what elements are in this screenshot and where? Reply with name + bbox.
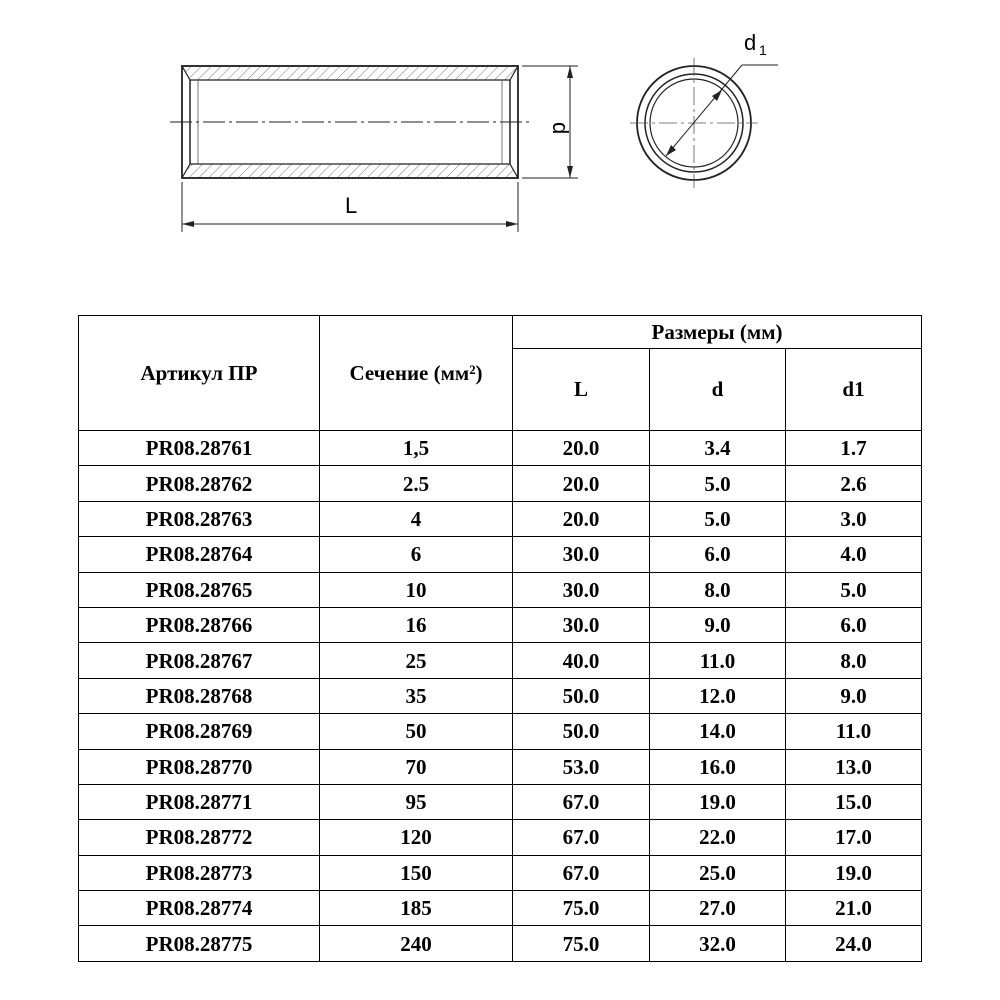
- cell-d1: 21.0: [786, 891, 922, 926]
- table-row: [79, 607, 922, 642]
- cell-l: 30.0: [513, 572, 650, 607]
- header-d: d: [650, 349, 786, 431]
- cell-d1: 24.0: [786, 926, 922, 961]
- cell-d1: 1.7: [786, 431, 922, 466]
- table-row: [79, 537, 922, 572]
- cell-section: 240: [320, 926, 513, 961]
- table-row: [79, 714, 922, 749]
- cell-d1: 13.0: [786, 749, 922, 784]
- cell-section: 2.5: [320, 466, 513, 501]
- cell-l: 30.0: [513, 607, 650, 642]
- cell-d1: 6.0: [786, 607, 922, 642]
- cell-article: PR08.28764: [79, 537, 320, 572]
- cell-section: 25: [320, 643, 513, 678]
- cell-d1: 15.0: [786, 784, 922, 819]
- cell-d: 5.0: [650, 466, 786, 501]
- table-row: [79, 678, 922, 713]
- cell-section: 95: [320, 784, 513, 819]
- cell-section: 4: [320, 501, 513, 536]
- dimensions-table: [78, 315, 922, 962]
- cell-article: PR08.28772: [79, 820, 320, 855]
- cell-l: 67.0: [513, 855, 650, 890]
- header-L: L: [513, 349, 650, 431]
- table-row: [79, 643, 922, 678]
- table-row: [79, 749, 922, 784]
- cell-d: 11.0: [650, 643, 786, 678]
- cell-article: PR08.28762: [79, 466, 320, 501]
- cell-d: 5.0: [650, 501, 786, 536]
- cell-d: 14.0: [650, 714, 786, 749]
- header-d1: d1: [786, 349, 922, 431]
- cell-d: 19.0: [650, 784, 786, 819]
- sleeve-top-wall: [182, 66, 518, 80]
- header-dimensions: Размеры (мм): [513, 316, 922, 349]
- cell-article: PR08.28763: [79, 501, 320, 536]
- cell-d: 8.0: [650, 572, 786, 607]
- cell-article: PR08.28766: [79, 607, 320, 642]
- cell-d1: 17.0: [786, 820, 922, 855]
- cell-l: 75.0: [513, 891, 650, 926]
- cell-d: 27.0: [650, 891, 786, 926]
- cell-section: 10: [320, 572, 513, 607]
- cell-l: 67.0: [513, 820, 650, 855]
- cell-l: 50.0: [513, 678, 650, 713]
- cell-d: 3.4: [650, 431, 786, 466]
- cell-section: 1,5: [320, 431, 513, 466]
- cell-article: PR08.28770: [79, 749, 320, 784]
- cell-section: 70: [320, 749, 513, 784]
- table-row: [79, 891, 922, 926]
- cell-section: 50: [320, 714, 513, 749]
- table-row: [79, 820, 922, 855]
- cell-d1: 3.0: [786, 501, 922, 536]
- cell-article: PR08.28775: [79, 926, 320, 961]
- cell-d1: 4.0: [786, 537, 922, 572]
- length-dimension: [182, 182, 518, 232]
- cell-d1: 5.0: [786, 572, 922, 607]
- length-label: L: [345, 193, 358, 218]
- cell-article: PR08.28769: [79, 714, 320, 749]
- cell-l: 20.0: [513, 466, 650, 501]
- cell-l: 50.0: [513, 714, 650, 749]
- inner-diameter-dimension: [666, 30, 778, 156]
- sleeve-technical-drawing: [0, 0, 1000, 300]
- table-row: [79, 855, 922, 890]
- side-view: [170, 66, 578, 232]
- cell-article: PR08.28771: [79, 784, 320, 819]
- cell-d: 6.0: [650, 537, 786, 572]
- table-row: [79, 466, 922, 501]
- end-view: [630, 30, 778, 188]
- cell-d: 22.0: [650, 820, 786, 855]
- cell-d1: 9.0: [786, 678, 922, 713]
- cell-section: 150: [320, 855, 513, 890]
- cell-l: 75.0: [513, 926, 650, 961]
- cell-section: 120: [320, 820, 513, 855]
- table-row: [79, 926, 922, 961]
- cell-l: 20.0: [513, 431, 650, 466]
- inner-diameter-subscript: 1: [759, 42, 767, 58]
- cell-d1: 2.6: [786, 466, 922, 501]
- cell-section: 35: [320, 678, 513, 713]
- cell-article: PR08.28767: [79, 643, 320, 678]
- cell-article: PR08.28761: [79, 431, 320, 466]
- cell-d: 9.0: [650, 607, 786, 642]
- cell-d: 12.0: [650, 678, 786, 713]
- cell-l: 67.0: [513, 784, 650, 819]
- cell-l: 30.0: [513, 537, 650, 572]
- outer-diameter-label: d: [548, 122, 573, 135]
- cell-d: 25.0: [650, 855, 786, 890]
- cell-l: 53.0: [513, 749, 650, 784]
- cell-article: PR08.28773: [79, 855, 320, 890]
- cell-d1: 11.0: [786, 714, 922, 749]
- cell-d1: 19.0: [786, 855, 922, 890]
- header-section: Сечение (мм²): [320, 316, 513, 431]
- cell-d: 32.0: [650, 926, 786, 961]
- cell-l: 20.0: [513, 501, 650, 536]
- cell-article: PR08.28768: [79, 678, 320, 713]
- cell-d: 16.0: [650, 749, 786, 784]
- cell-section: 16: [320, 607, 513, 642]
- sleeve-bottom-wall: [182, 164, 518, 178]
- table-row: [79, 431, 922, 466]
- table-row: [79, 784, 922, 819]
- header-article: Артикул ПР: [79, 316, 320, 431]
- cell-article: PR08.28774: [79, 891, 320, 926]
- cell-l: 40.0: [513, 643, 650, 678]
- cell-article: PR08.28765: [79, 572, 320, 607]
- cell-section: 6: [320, 537, 513, 572]
- inner-diameter-label: d: [744, 30, 757, 55]
- cell-section: 185: [320, 891, 513, 926]
- cell-d1: 8.0: [786, 643, 922, 678]
- outer-diameter-dimension: [522, 66, 578, 178]
- table-row: [79, 572, 922, 607]
- table-row: [79, 501, 922, 536]
